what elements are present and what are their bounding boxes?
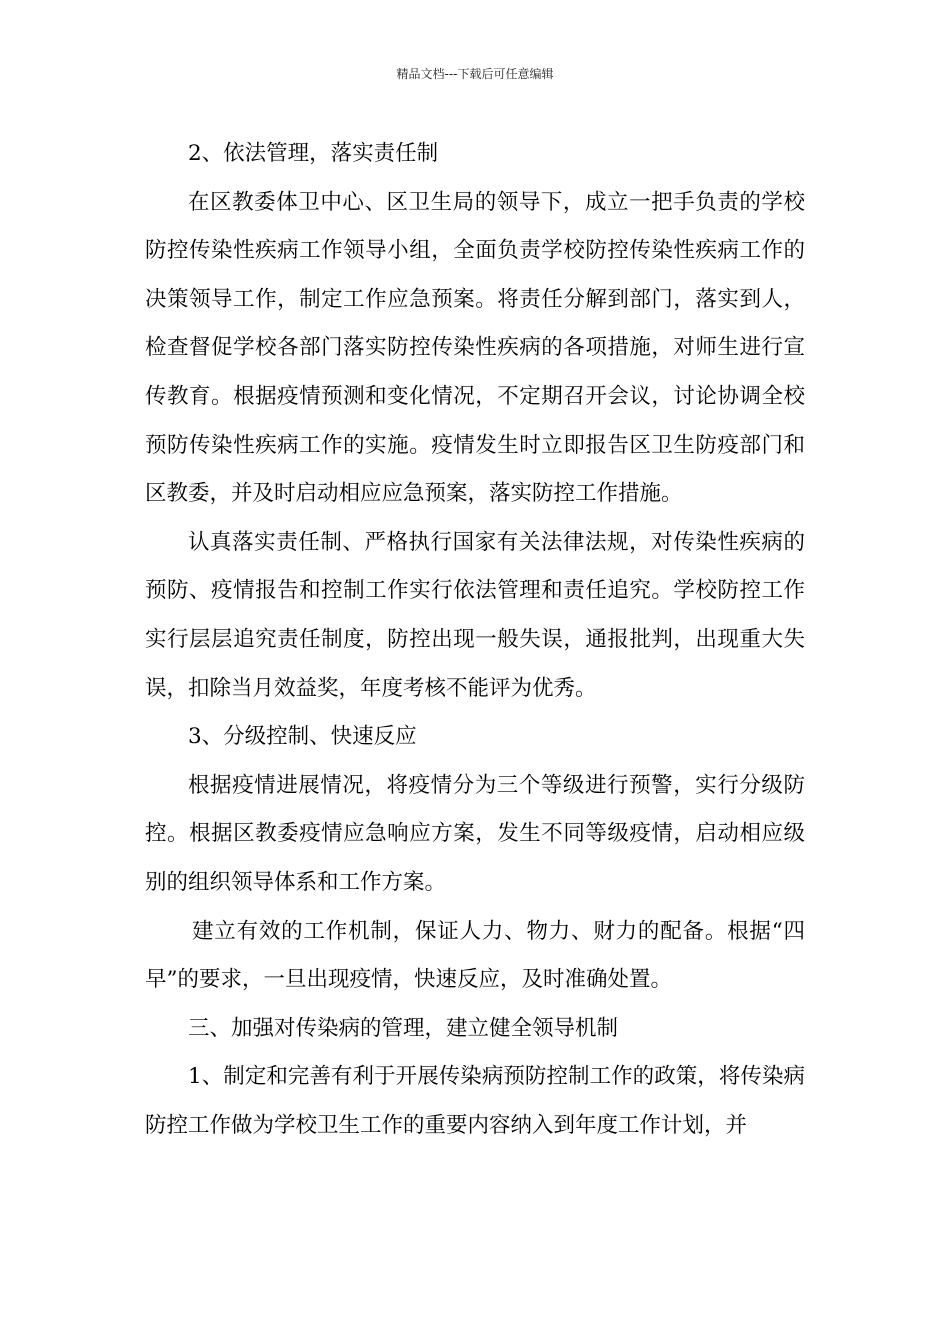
chapter-heading-3: 三、加强对传染病的管理，建立健全领导机制 [188,1015,619,1041]
paragraph-responsibility: 认真落实责任制、严格执行国家有关法律法规，对传染性疾病的预防、疫情报告和控制工作实行依法管理和责任追究。学校防控工作实行层层追究责任制度，防控出现一般失误，通报批判，出现重大失误，扣除当月效益奖，年度考核不能评为优秀。 [145,529,805,701]
page-header: 精品文档---下载后可任意编辑 [396,67,554,81]
section-heading-3: 3、分级控制、快速反应 [188,724,417,750]
paragraph-leadership: 在区教委体卫中心、区卫生局的领导下，成立一把手负责的学校防控传染性疾病工作领导小组，全面负责学校防控传染性疾病工作的决策领导工作，制定工作应急预案。将责任分解到部门，落实到人，检查督促学校各部门落实防控传染性疾病的各项措施，对师生进行宣传教育。根据疫情预测和变化情况，不定期召开会议，讨论协调全校预防传染性疾病工作的实施。疫情发生时立即报告区卫生防疫部门和区教委，并及时启动相应应急预案，落实防控工作措施。 [145,189,805,507]
paragraph-grading: 根据疫情进展情况，将疫情分为三个等级进行预警，实行分级防控。根据区教委疫情应急响应方案，发生不同等级疫情，启动相应级别的组织领导体系和工作方案。 [145,772,805,895]
paragraph-mechanism: 建立有效的工作机制，保证人力、物力、财力的配备。根据“四早”的要求，一旦出现疫情，快速反应，及时准确处置。 [145,918,805,993]
section-heading-2: 2、依法管理，落实责任制 [188,141,439,166]
paragraph-policy: 1、制定和完善有利于开展传染病预防控制工作的政策，将传染病防控工作做为学校卫生工作的重要内容纳入到年度工作计划，并 [145,1064,805,1138]
document-body [145,130,805,1150]
